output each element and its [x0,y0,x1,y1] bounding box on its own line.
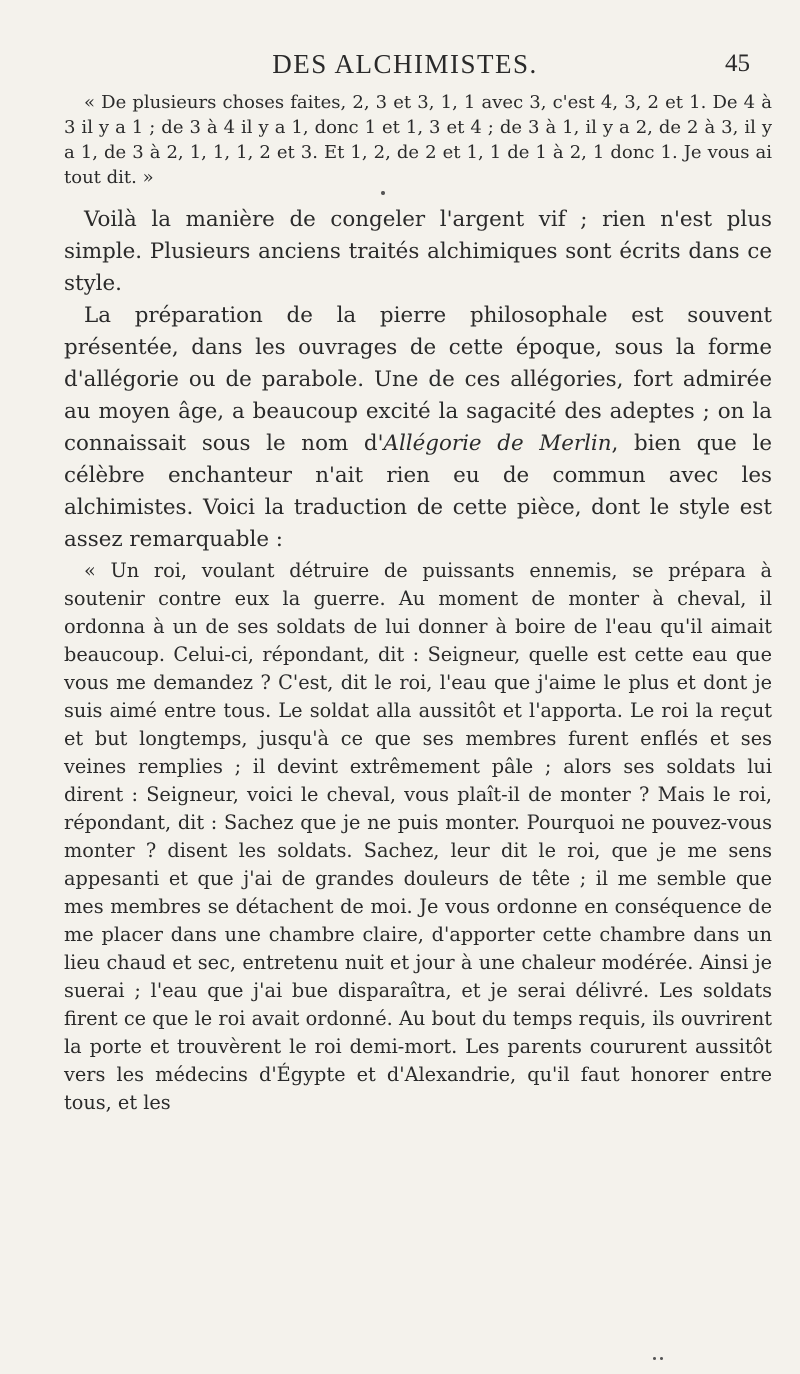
printer-ornament-mark-bottom-2 [660,1357,663,1360]
running-title: DES ALCHIMISTES. [272,49,538,79]
paragraph-merlin-text-start: La préparation de la pierre philosophale est souvent présentée, dans les ouvrages de cette époque, sous la forme d'allégorie ou de parabole. Une de ces allégories, fort admirée au moyen âge, a beaucoup excité la sagacité des adeptes ; on la connaissait sous le nom d' [64,303,772,456]
paragraph-merlin-allegory [64,300,772,556]
merlin-allegory-title: Allégorie de Merlin [383,431,612,456]
paragraph-merlin-text-end: , bien que le célèbre enchanteur n'ait rien eu de commun avec les alchimistes. Voici la traduction de cette pièce, dont le style est assez remarquable : [64,431,772,552]
quote-numbers-paragraph: « De plusieurs choses faites, 2, 3 et 3, 1, 1 avec 3, c'est 4, 3, 2 et 1. De 4 à 3 il y a 1 ; de 3 à 4 il y a 1, donc 1 et 1, 3 et 4 ; de 3 à 1, il y a 2, de 2 à 3, il y a 1, de 3 à 2, 1, 1, 1, 2 et 3. Et 1, 2, de 2 et 1, 1 de 1 à 2, 1 donc 1. Je vous ai tout dit. » [64,92,772,188]
printer-ornament-mark-bottom-1 [653,1357,656,1360]
paragraph-mercury: Voilà la manière de congeler l'argent vif ; rien n'est plus simple. Plusieurs anciens traités alchimiques sont écrits dans ce style. [64,207,772,296]
printer-ornament-mark [381,191,385,195]
quote-king-allegory: « Un roi, voulant détruire de puissants ennemis, se prépara à soutenir contre eux la guerre. Au moment de monter à cheval, il ordonna à un de ses soldats de lui donner à boire de l'eau qu'il aimait beaucoup. Celui-ci, répondant, dit : Seigneur, quelle est cette eau que vous me demandez ? C'est, dit le roi, l'eau que j'aime le plus et dont je suis aimé entre tous. Le soldat alla aussitôt et l'apporta. Le roi la reçut et but longtemps, jusqu'à ce que ses membres furent enflés et ses veines remplies ; il devint extrêmement pâle ; alors ses soldats lui dirent : Seigneur, voici le cheval, vous plaît-il de monter ? Mais le roi, répondant, dit : Sachez que je ne puis monter. Pourquoi ne pouvez-vous monter ? disent les soldats. Sachez, leur dit le roi, que je me sens appesanti et que j'ai de grandes douleurs de tête ; il me semble que mes membres se détachent de moi. Je vous ordonne en conséquence de me placer dans une chambre claire, d'apporter cette chambre dans un lieu chaud et sec, entretenu nuit et jour à une chaleur modérée. Ainsi je suerai ; l'eau que j'ai bue disparaîtra, et je serai délivré. Les soldats firent ce que le roi avait ordonné. Au bout du temps requis, ils ouvrirent la porte et trouvèrent le roi demi-mort. Les parents coururent aussitôt vers les médecins d'Égypte et d'Alexandrie, qu'il faut honorer entre tous, et les [64,559,772,1114]
page-number: 45 [725,50,750,77]
running-head [60,46,750,82]
